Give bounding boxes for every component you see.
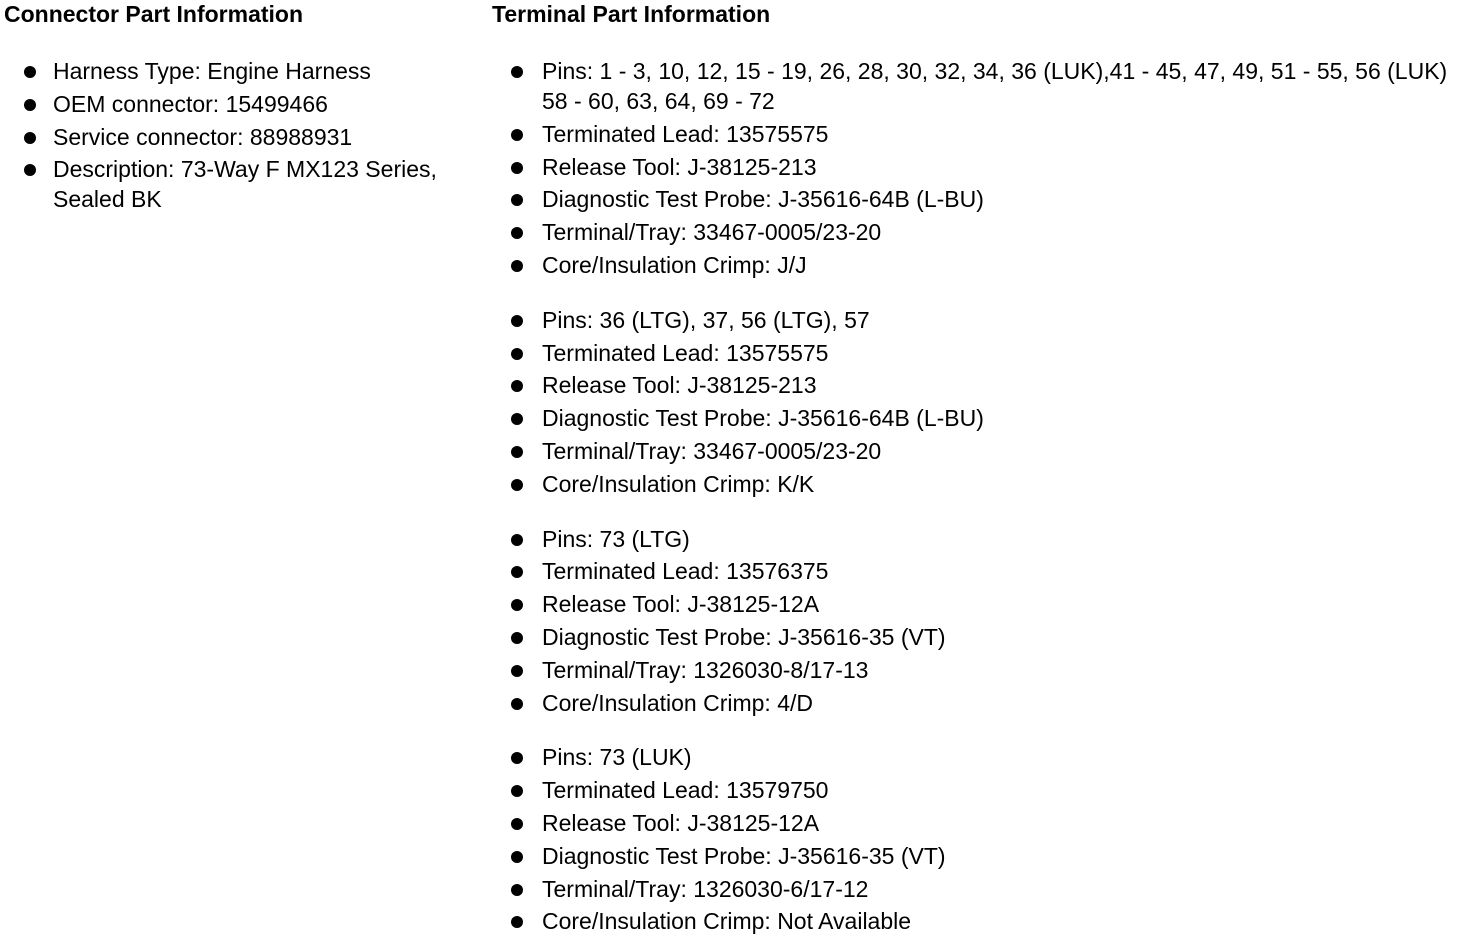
terminal-part-information-heading: Terminal Part Information: [492, 1, 771, 27]
connector-part-information-heading: Connector Part Information: [4, 1, 304, 27]
diagnostic-test-probe-text: Diagnostic Test Probe: J-35616-64B (L-BU): [542, 405, 984, 432]
terminated-lead-text: Terminated Lead: 13575575: [542, 120, 829, 147]
release-tool-text: Release Tool: J-38125-213: [542, 153, 817, 180]
diagnostic-test-probe-text: Diagnostic Test Probe: J-35616-35 (VT): [542, 842, 946, 869]
pins-text: Pins: 73 (LUK): [542, 744, 692, 771]
list-item: [492, 216, 1467, 249]
terminal-tray-text: Terminal/Tray: 1326030-6/17-12: [542, 875, 869, 902]
diagnostic-test-probe-text: Diagnostic Test Probe: J-35616-35 (VT): [542, 623, 946, 650]
terminal-part-information-section: [492, 0, 1467, 938]
core-insulation-crimp-text: Core/Insulation Crimp: 4/D: [542, 689, 813, 716]
terminal-group-3: [492, 523, 1467, 720]
list-item: [492, 369, 1467, 402]
bullet-icon: [511, 698, 523, 710]
list-item: [492, 621, 1467, 654]
oem-connector-text: OEM connector: 15499466: [53, 90, 328, 117]
release-tool-text: Release Tool: J-38125-12A: [542, 591, 820, 618]
list-item: [492, 741, 1467, 774]
bullet-icon: [511, 162, 523, 174]
bullet-icon: [511, 599, 523, 611]
bullet-icon: [511, 227, 523, 239]
bullet-icon: [511, 380, 523, 392]
terminal-tray-text: Terminal/Tray: 1326030-8/17-13: [542, 656, 869, 683]
terminated-lead-text: Terminated Lead: 13576375: [542, 558, 829, 585]
bullet-icon: [511, 348, 523, 360]
list-item: [492, 468, 1467, 501]
list-item: [4, 88, 484, 121]
list-item: [4, 153, 483, 216]
list-item: [492, 151, 1467, 184]
service-connector-text: Service connector: 88988931: [53, 123, 353, 150]
bullet-icon: [511, 752, 523, 764]
list-item: [492, 687, 1467, 720]
bullet-icon: [511, 194, 523, 206]
bullet-icon: [511, 534, 523, 546]
diagnostic-test-probe-text: Diagnostic Test Probe: J-35616-64B (L-BU): [542, 186, 984, 213]
bullet-icon: [511, 129, 523, 141]
pins-text: Pins: 36 (LTG), 37, 56 (LTG), 57: [542, 306, 870, 333]
pins-text: Pins: 1 - 3, 10, 12, 15 - 19, 26, 28, 30, 32, 34, 36 (LUK),41 - 45, 47, 49, 51 - 55, 56 (LUK) 58 - 60, 63, 64, 69 - 72: [542, 58, 1448, 114]
bullet-icon: [24, 164, 36, 176]
list-item: [492, 588, 1467, 621]
bullet-icon: [511, 413, 523, 425]
list-item: [492, 249, 1467, 282]
bullet-icon: [511, 851, 523, 863]
list-item: [492, 840, 1467, 873]
bullet-icon: [24, 66, 36, 78]
terminal-tray-text: Terminal/Tray: 33467-0005/23-20: [542, 219, 882, 246]
harness-type-text: Harness Type: Engine Harness: [53, 58, 371, 84]
list-item: [492, 435, 1467, 468]
release-tool-text: Release Tool: J-38125-213: [542, 372, 817, 399]
connector-info-list: [4, 55, 484, 216]
bullet-icon: [511, 446, 523, 458]
list-item: [492, 304, 1467, 337]
bullet-icon: [511, 916, 523, 928]
list-item: [492, 402, 1467, 435]
terminated-lead-text: Terminated Lead: 13579750: [542, 777, 829, 804]
bullet-icon: [511, 66, 523, 78]
bullet-icon: [511, 566, 523, 578]
list-item: [492, 555, 1467, 588]
bullet-icon: [24, 132, 36, 144]
bullet-icon: [511, 479, 523, 491]
list-item: [492, 774, 1467, 807]
bullet-icon: [511, 785, 523, 797]
pins-text: Pins: 73 (LTG): [542, 525, 690, 552]
release-tool-text: Release Tool: J-38125-12A: [542, 809, 820, 836]
bullet-icon: [511, 665, 523, 677]
core-insulation-crimp-text: Core/Insulation Crimp: K/K: [542, 470, 815, 497]
list-item: [492, 654, 1467, 687]
list-item: [4, 55, 484, 88]
list-item: [492, 55, 1467, 118]
bullet-icon: [24, 99, 36, 111]
core-insulation-crimp-text: Core/Insulation Crimp: Not Available: [542, 908, 912, 935]
bullet-icon: [511, 632, 523, 644]
terminal-group-1: [492, 55, 1467, 282]
bullet-icon: [511, 884, 523, 896]
list-item: [492, 337, 1467, 370]
list-item: [492, 118, 1467, 151]
terminal-tray-text: Terminal/Tray: 33467-0005/23-20: [542, 437, 882, 464]
terminal-group-4: [492, 741, 1467, 938]
list-item: [4, 121, 484, 154]
bullet-icon: [511, 315, 523, 327]
bullet-icon: [511, 818, 523, 830]
terminated-lead-text: Terminated Lead: 13575575: [542, 339, 829, 366]
bullet-icon: [511, 260, 523, 272]
list-item: [492, 183, 1467, 216]
list-item: [492, 523, 1467, 556]
list-item: [492, 905, 1467, 938]
terminal-group-2: [492, 304, 1467, 501]
core-insulation-crimp-text: Core/Insulation Crimp: J/J: [542, 251, 807, 278]
list-item: [492, 807, 1467, 840]
connector-part-information-section: [4, 0, 484, 216]
list-item: [492, 873, 1467, 906]
description-text: Description: 73-Way F MX123 Series, Sealed BK: [53, 156, 437, 213]
